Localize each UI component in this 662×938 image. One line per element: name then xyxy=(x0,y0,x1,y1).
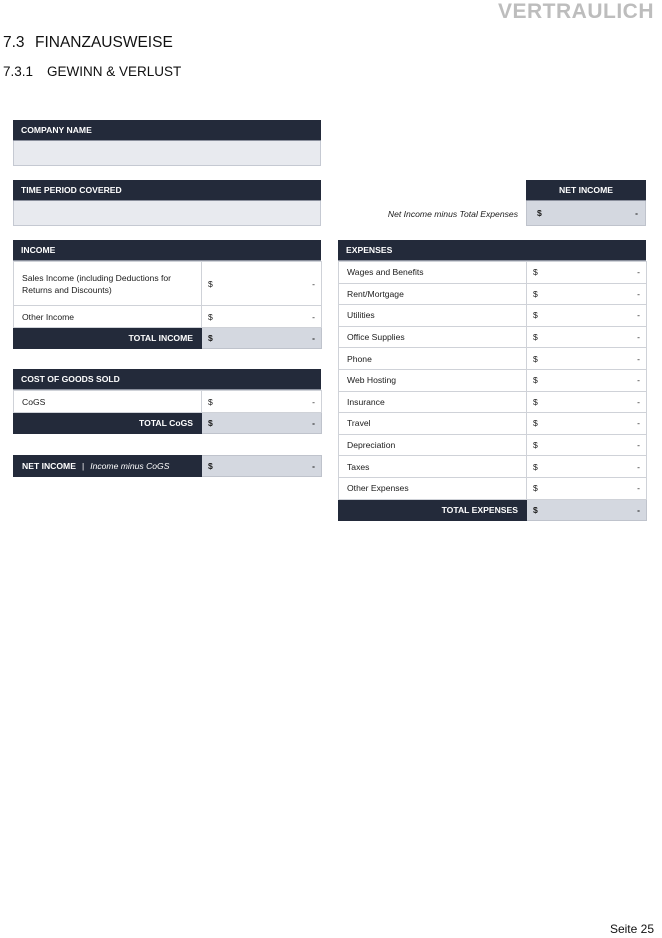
net-income-row-title: NET INCOME xyxy=(22,461,76,471)
amount-value: - xyxy=(637,483,640,494)
total-expenses-label: TOTAL EXPENSES xyxy=(339,499,527,520)
net-income-currency: $ xyxy=(537,208,542,218)
net-income-value-cell[interactable] xyxy=(526,201,646,226)
section-heading xyxy=(3,34,173,52)
expense-row-label: Wages and Benefits xyxy=(339,262,527,284)
net-income-row-subtitle: Income minus CoGS xyxy=(90,461,170,471)
net-income-box xyxy=(526,180,646,226)
expense-row-label: Phone xyxy=(339,348,527,370)
currency-symbol: $ xyxy=(533,418,538,429)
time-period-block xyxy=(13,180,321,226)
table-row xyxy=(339,369,647,391)
net-income-caption: Net Income minus Total Expenses xyxy=(387,209,518,219)
expense-row-label: Depreciation xyxy=(339,434,527,456)
expenses-total-row xyxy=(339,499,647,520)
company-name-input[interactable] xyxy=(13,141,321,166)
cogs-row-label: CoGS xyxy=(14,391,202,413)
amount-value: - xyxy=(637,418,640,429)
expense-row-amount[interactable] xyxy=(527,456,647,478)
currency-symbol: $ xyxy=(533,353,538,364)
amount-value: - xyxy=(312,461,315,471)
currency-symbol: $ xyxy=(533,396,538,407)
confidential-watermark: VERTRAULICH xyxy=(498,0,654,23)
currency-symbol: $ xyxy=(533,375,538,386)
expense-row-amount[interactable] xyxy=(527,283,647,305)
currency-symbol: $ xyxy=(208,333,213,343)
amount-value: - xyxy=(637,440,640,451)
subsection-number: 7.3.1 xyxy=(3,64,34,79)
expense-row-label: Rent/Mortgage xyxy=(339,283,527,305)
amount-value: - xyxy=(637,396,640,407)
table-row xyxy=(339,262,647,284)
expense-row-amount[interactable] xyxy=(527,262,647,284)
currency-symbol: $ xyxy=(533,483,538,494)
expense-row-label: Insurance xyxy=(339,391,527,413)
cogs-block xyxy=(13,369,321,434)
net-income-row xyxy=(14,456,322,477)
expense-row-label: Other Expenses xyxy=(339,477,527,499)
cogs-total-row xyxy=(14,413,322,434)
currency-symbol: $ xyxy=(533,461,538,472)
total-expenses-amount[interactable] xyxy=(527,499,647,520)
subsection-title: GEWINN & VERLUST xyxy=(47,64,182,79)
amount-value: - xyxy=(637,461,640,472)
amount-value: - xyxy=(312,311,315,322)
cogs-row-amount[interactable] xyxy=(202,391,322,413)
expense-row-label: Web Hosting xyxy=(339,369,527,391)
income-total-row xyxy=(14,328,322,349)
total-income-amount[interactable] xyxy=(202,328,322,349)
amount-value: - xyxy=(312,418,315,428)
expense-row-amount[interactable] xyxy=(527,305,647,327)
amount-value: - xyxy=(637,504,640,515)
net-income-row-label xyxy=(14,456,202,477)
amount-value: - xyxy=(312,278,315,289)
currency-symbol: $ xyxy=(533,504,538,515)
table-row xyxy=(339,413,647,435)
table-row xyxy=(14,306,322,328)
expense-row-amount[interactable] xyxy=(527,391,647,413)
expense-row-amount[interactable] xyxy=(527,413,647,435)
net-income-value: - xyxy=(635,208,638,218)
currency-symbol: $ xyxy=(208,461,213,471)
expenses-header: EXPENSES xyxy=(338,240,646,261)
table-row xyxy=(339,434,647,456)
income-header: INCOME xyxy=(13,240,321,261)
amount-value: - xyxy=(637,375,640,386)
amount-value: - xyxy=(637,332,640,343)
total-income-label: TOTAL INCOME xyxy=(14,328,202,349)
section-title: FINANZAUSWEISE xyxy=(35,34,173,51)
table-row xyxy=(339,348,647,370)
section-number: 7.3 xyxy=(3,34,25,51)
expense-row-amount[interactable] xyxy=(527,348,647,370)
net-income-row-separator: | xyxy=(81,461,85,471)
net-income-row-table xyxy=(13,455,322,477)
income-table xyxy=(13,261,322,349)
currency-symbol: $ xyxy=(208,311,213,322)
company-name-header: COMPANY NAME xyxy=(13,120,321,141)
total-cogs-amount[interactable] xyxy=(202,413,322,434)
page-number: Seite 25 xyxy=(609,922,654,936)
income-row-label: Sales Income (including Deductions for Returns and Discounts) xyxy=(14,262,202,306)
expense-row-label: Travel xyxy=(339,413,527,435)
income-row-label: Other Income xyxy=(14,306,202,328)
table-row xyxy=(339,456,647,478)
table-row xyxy=(339,477,647,499)
table-row xyxy=(339,283,647,305)
income-row-amount[interactable] xyxy=(202,262,322,306)
expense-row-label: Office Supplies xyxy=(339,326,527,348)
amount-value: - xyxy=(637,353,640,364)
currency-symbol: $ xyxy=(533,267,538,278)
currency-symbol: $ xyxy=(533,440,538,451)
expenses-table xyxy=(338,261,647,521)
net-income-header: NET INCOME xyxy=(526,180,646,201)
table-row xyxy=(339,305,647,327)
subsection-heading xyxy=(3,64,181,79)
amount-value: - xyxy=(637,288,640,299)
currency-symbol: $ xyxy=(208,396,213,407)
time-period-header: TIME PERIOD COVERED xyxy=(13,180,321,201)
expenses-block xyxy=(338,240,646,521)
company-name-block xyxy=(13,120,321,166)
table-row xyxy=(14,391,322,413)
currency-symbol: $ xyxy=(208,418,213,428)
expense-row-amount[interactable] xyxy=(527,477,647,499)
cogs-header: COST OF GOODS SOLD xyxy=(13,369,321,390)
expense-row-amount[interactable] xyxy=(527,369,647,391)
currency-symbol: $ xyxy=(533,332,538,343)
amount-value: - xyxy=(637,310,640,321)
net-income-row-amount[interactable] xyxy=(202,456,322,477)
currency-symbol: $ xyxy=(533,310,538,321)
table-row xyxy=(339,326,647,348)
total-cogs-label: TOTAL CoGS xyxy=(14,413,202,434)
cogs-table xyxy=(13,390,322,434)
amount-value: - xyxy=(312,333,315,343)
expense-row-amount[interactable] xyxy=(527,434,647,456)
currency-symbol: $ xyxy=(208,278,213,289)
time-period-input[interactable] xyxy=(13,201,321,226)
expense-row-label: Utilities xyxy=(339,305,527,327)
income-row-amount[interactable] xyxy=(202,306,322,328)
expense-row-amount[interactable] xyxy=(527,326,647,348)
table-row xyxy=(14,262,322,306)
amount-value: - xyxy=(637,267,640,278)
expense-row-label: Taxes xyxy=(339,456,527,478)
currency-symbol: $ xyxy=(533,288,538,299)
table-row xyxy=(339,391,647,413)
amount-value: - xyxy=(312,396,315,407)
income-block xyxy=(13,240,321,349)
